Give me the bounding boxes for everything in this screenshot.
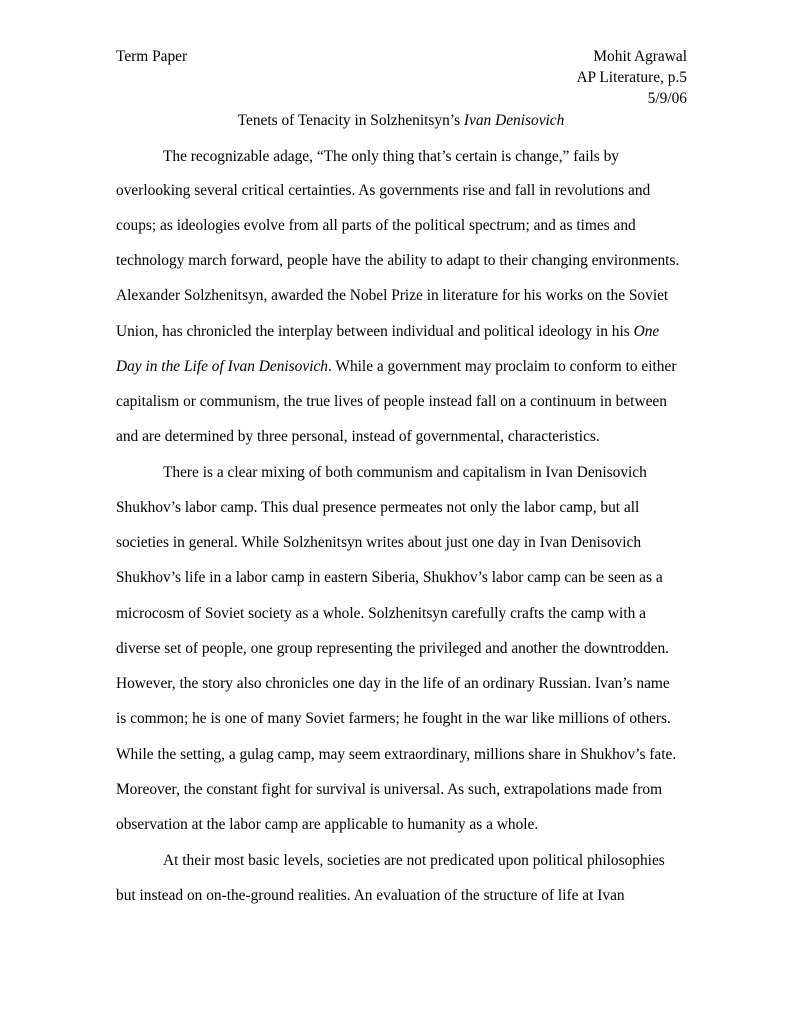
- title-text: Tenets of Tenacity in Solzhenitsyn’s: [237, 112, 464, 129]
- body-line: The recognizable adage, “The only thing that’s certain is change,” fails by: [163, 148, 619, 165]
- paper-title: [116, 110, 686, 131]
- body-line: but instead on on-the-ground realities. An evaluation of the structure of life at Ivan: [116, 887, 625, 904]
- body-line: While the setting, a gulag camp, may seem extraordinary, millions share in Shukhov’s fate.: [116, 746, 677, 763]
- body-line: Shukhov’s life in a labor camp in eastern Siberia, Shukhov’s labor camp can be seen as a: [116, 569, 663, 586]
- body-line: Shukhov’s labor camp. This dual presence permeates not only the labor camp, but all: [116, 499, 640, 516]
- body-line: is common; he is one of many Soviet farmers; he fought in the war like millions of others.: [116, 710, 671, 727]
- body-line: technology march forward, people have the ability to adapt to their changing environments.: [116, 252, 680, 269]
- course-name: AP Literature, p.5: [576, 69, 687, 86]
- body-line: Alexander Solzhenitsyn, awarded the Nobel Prize in literature for his works on the Soviet: [116, 287, 669, 304]
- paper-date: 5/9/06: [647, 90, 687, 107]
- body-line: coups; as ideologies evolve from all parts of the political spectrum; and as times and: [116, 217, 636, 234]
- body-line: At their most basic levels, societies are not predicated upon political philosophies: [163, 852, 665, 869]
- body-text: . While a government may proclaim to conform to either: [328, 358, 677, 375]
- body-line: diverse set of people, one group representing the privileged and another the downtrodden.: [116, 640, 670, 657]
- book-title-italic: Day in the Life of Ivan Denisovich: [116, 358, 328, 375]
- body-line: and are determined by three personal, instead of governmental, characteristics.: [116, 428, 600, 445]
- title-italic-text: Ivan Denisovich: [463, 112, 565, 129]
- body-line: overlooking several critical certainties. As governments rise and fall in revolutions and: [116, 182, 651, 199]
- header-info: [576, 46, 687, 109]
- body-line: There is a clear mixing of both communism and capitalism in Ivan Denisovich: [163, 464, 647, 481]
- body-line: microcosm of Soviet society as a whole. Solzhenitsyn carefully crafts the camp with a: [116, 605, 646, 622]
- body-line: [116, 357, 676, 377]
- body-line: Moreover, the constant fight for survival is universal. As such, extrapolations made from: [116, 781, 663, 798]
- body-line: capitalism or communism, the true lives of people instead fall on a continuum in between: [116, 393, 667, 410]
- body-line: societies in general. While Solzhenitsyn writes about just one day in Ivan Denisovich: [116, 534, 642, 551]
- header-label: Term Paper: [116, 48, 188, 65]
- author-name: Mohit Agrawal: [593, 48, 687, 65]
- body-line: observation at the labor camp are applicable to humanity as a whole.: [116, 816, 539, 833]
- body-line: However, the story also chronicles one day in the life of an ordinary Russian. Ivan’s name: [116, 675, 670, 692]
- book-title-italic: One: [633, 323, 660, 340]
- body-line: [116, 322, 659, 342]
- body-text: Union, has chronicled the interplay between individual and political ideology in his: [116, 323, 634, 340]
